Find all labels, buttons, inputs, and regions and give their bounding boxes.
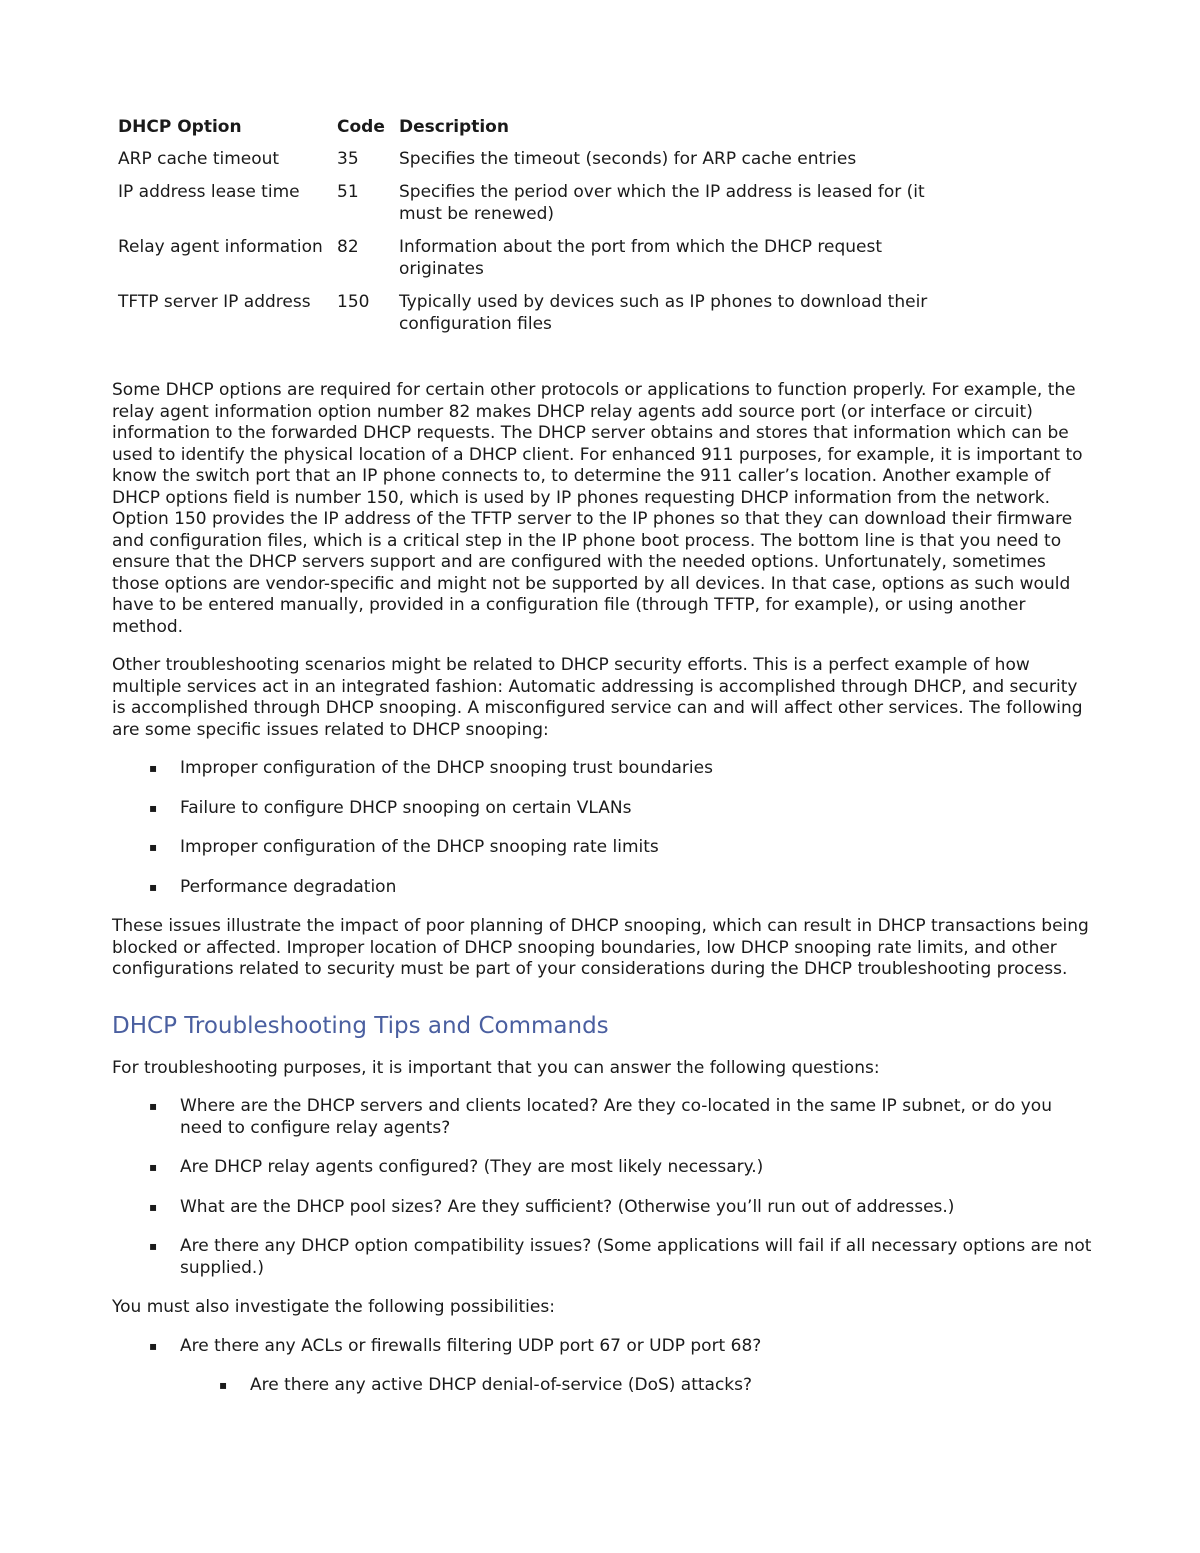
- paragraph-dhcp-options: Some DHCP options are required for certain other protocols or applications to function properly. For example, the relay agent information option number 82 makes DHCP relay agents add source port (or interface or circuit) information to the forwarded DHCP requests. The DHCP server obtains and stores that information which can be used to identify the physical location of a DHCP client. For enhanced 911 purposes, for example, it is important to know the switch port that an IP phone connects to, to determine the 911 caller’s location. Another example of DHCP options field is number 150, which is used by IP phones requesting DHCP information from the network. Option 150 provides the IP address of the TFTP server to the IP phones so that they can download their firmware and configuration files, which is a critical step in the IP phone boot process. The bottom line is that you need to ensure that the DHCP servers support and are configured with the needed options. Unfortunately, sometimes those options are vendor-specific and might not be supported by all devices. In that case, options as such would have to be entered manually, provided in a configuration file (through TFTP, for example), or using another method.: [112, 380, 1083, 637]
- cell-option: ARP cache timeout: [118, 148, 280, 169]
- header-code: Code: [337, 117, 385, 137]
- possibilities-list: [112, 1336, 1092, 1397]
- list-item: ▪ Failure to configure DHCP snooping on certain VLANs: [112, 798, 1092, 820]
- table-row: [112, 149, 960, 183]
- paragraph-security: Other troubleshooting scenarios might be related to DHCP security efforts. This is a perfect example of how multiple services act in an integrated fashion: Automatic addressing is accomplished through DHCP, and security is accomplished through DHCP snooping. A misconfigured service can and will affect other services. The following are some specific issues related to DHCP snooping:: [112, 655, 1083, 740]
- cell-option: IP address lease time: [118, 182, 300, 202]
- cell-code: 51: [337, 182, 359, 202]
- section-heading: DHCP Troubleshooting Tips and Commands: [112, 1012, 609, 1039]
- list-item: ▪ Are DHCP relay agents configured? (They are most likely necessary.): [112, 1157, 1092, 1179]
- list-item: ▪ Are there any DHCP option compatibility issues? (Some applications will fail if all necessary options are not supplied.): [112, 1236, 1092, 1279]
- paragraph-issues-impact: These issues illustrate the impact of poor planning of DHCP snooping, which can result in DHCP transactions being blocked or affected. Improper location of DHCP snooping boundaries, low DHCP snooping rate limits, and other configurations related to security must be part of your considerations during the DHCP troubleshooting process.: [112, 916, 1089, 979]
- list-item-nested: ▪ Are there any active DHCP denial-of-service (DoS) attacks?: [112, 1375, 1092, 1397]
- header-option: DHCP Option: [118, 117, 242, 137]
- table-row: [112, 292, 960, 347]
- cell-code: 82: [337, 237, 359, 257]
- list-item: ▪ Improper configuration of the DHCP snooping trust boundaries: [112, 758, 1092, 780]
- cell-option: Relay agent information: [118, 237, 323, 257]
- list-item: ▪ Performance degradation: [112, 877, 1092, 899]
- cell-description: Typically used by devices such as IP phones to download their configuration files: [399, 292, 928, 334]
- cell-option: TFTP server IP address: [118, 292, 311, 312]
- cell-code: 150: [337, 292, 370, 312]
- paragraph-possibilities-intro: You must also investigate the following possibilities:: [112, 1297, 555, 1317]
- cell-description: Specifies the timeout (seconds) for ARP cache entries: [399, 148, 857, 169]
- snooping-issues-list: [112, 758, 1092, 898]
- questions-list: [112, 1096, 1092, 1279]
- list-item: ▪ Are there any ACLs or firewalls filtering UDP port 67 or UDP port 68?: [112, 1336, 1092, 1358]
- list-item: ▪ What are the DHCP pool sizes? Are they sufficient? (Otherwise you’ll run out of addresses.): [112, 1197, 1092, 1219]
- table-header-row: [112, 117, 960, 149]
- header-description: Description: [399, 117, 509, 137]
- cell-code: 35: [337, 148, 359, 169]
- document-page: [112, 117, 1092, 1415]
- list-item: ▪ Where are the DHCP servers and clients located? Are they co-located in the same IP subnet, or do you need to configure relay agents?: [112, 1096, 1092, 1139]
- cell-description: Specifies the period over which the IP address is leased for (it must be renewed): [399, 182, 925, 224]
- list-item: ▪ Improper configuration of the DHCP snooping rate limits: [112, 837, 1092, 859]
- cell-description: Information about the port from which the DHCP request originates: [399, 237, 883, 279]
- table-row: [112, 182, 960, 237]
- dhcp-options-table: [112, 117, 960, 347]
- table-row: [112, 237, 960, 292]
- paragraph-questions-intro: For troubleshooting purposes, it is important that you can answer the following questions:: [112, 1057, 880, 1078]
